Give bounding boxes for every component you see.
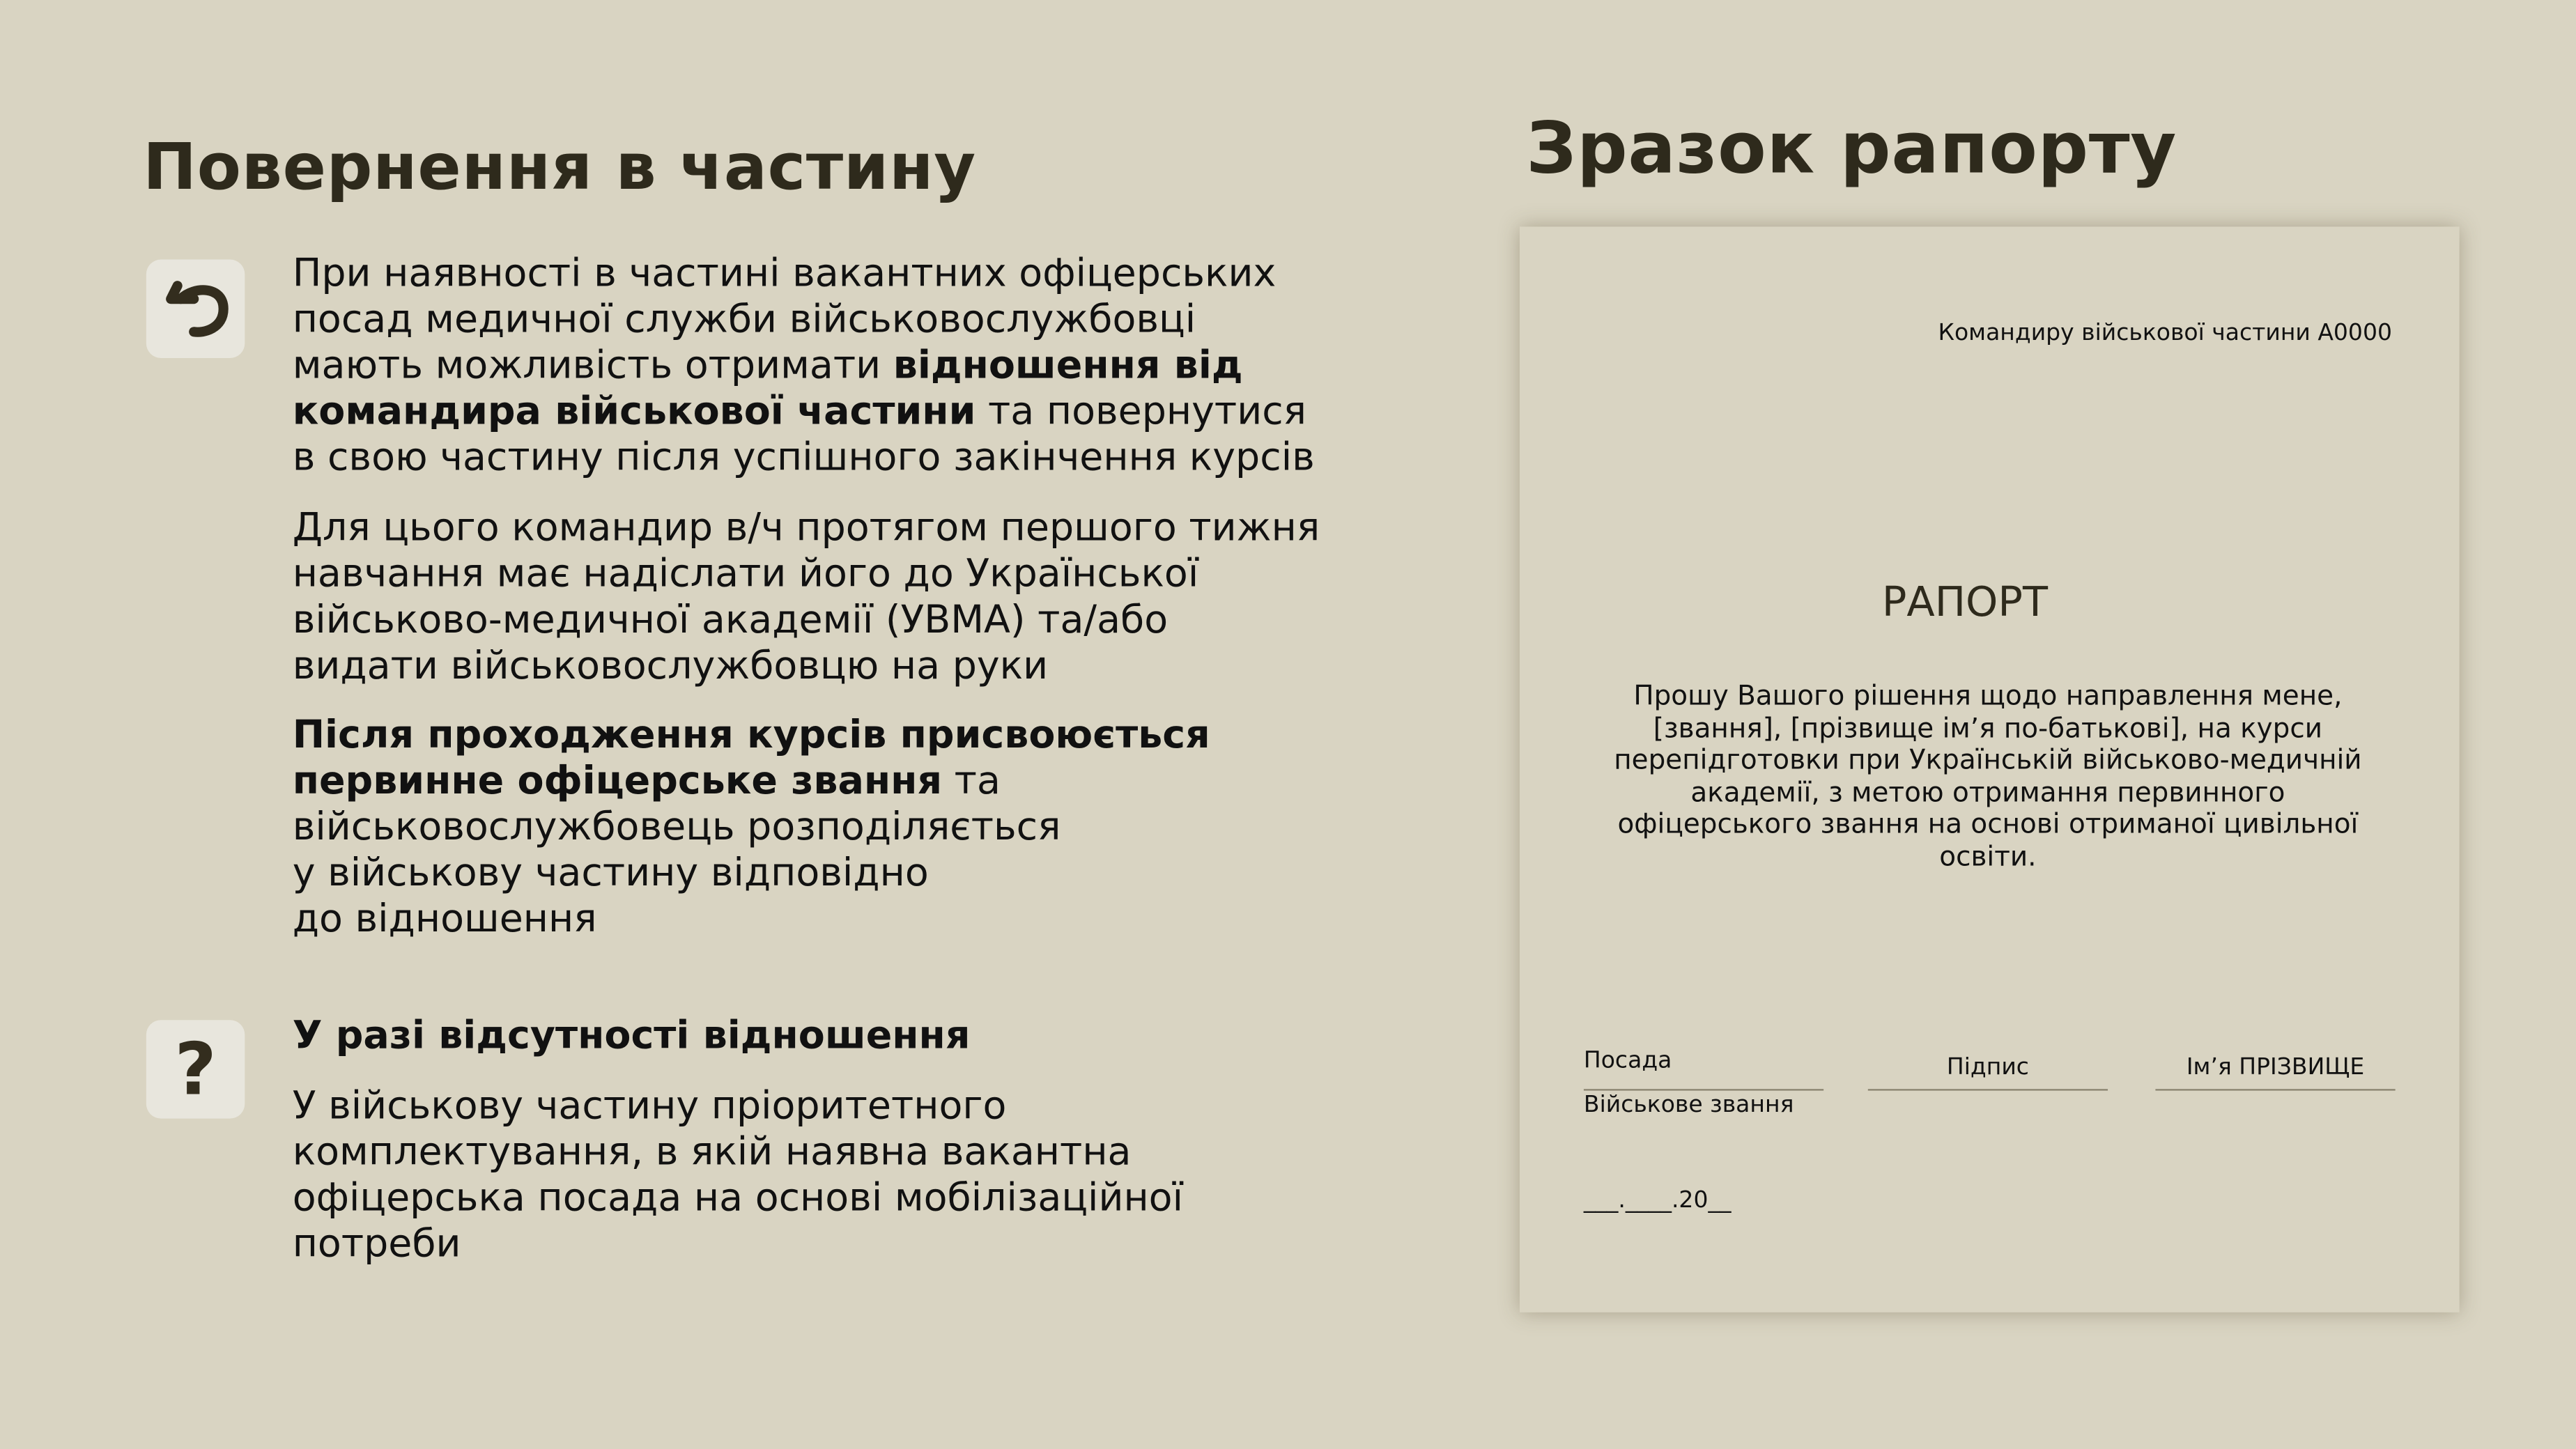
text-line: У військову частину пріоритетного (292, 1082, 1007, 1129)
paragraph-return (293, 249, 1315, 479)
body-line: академії, з метою отримання первинного (1690, 776, 2285, 807)
position-label: Посада (1583, 1048, 1672, 1075)
signature-label: Підпис (1946, 1054, 2029, 1081)
body-line: Прошу Вашого рішення щодо направлення мене, (1633, 680, 2343, 711)
bold-text: командира військової частини (292, 387, 976, 434)
text-line: до відношення (292, 895, 597, 942)
bold-text: Після проходження курсів присвоюється (292, 711, 1210, 757)
text-line: При наявності в частині вакантних офіцерських (292, 249, 1277, 296)
rank-label: Військове звання (1583, 1092, 1794, 1119)
undo-arrow-icon (146, 260, 245, 358)
text: мають можливість отримати (292, 341, 893, 388)
text-line: офіцерська посада на основі мобілізаційної (292, 1174, 1183, 1221)
body-line: [звання], [прізвище імʼя по-батькові], на курси (1653, 712, 2323, 743)
paragraph-procedure (293, 504, 1320, 688)
report-body (1569, 680, 2407, 872)
text-line (293, 387, 1315, 433)
question-mark-icon: ? (146, 1020, 245, 1118)
text-line: військово-медичної академії (УВМА) та/або (292, 596, 1169, 642)
text-line: потреби (292, 1220, 461, 1266)
body-line: офіцерського звання на основі отриманої цивільної (1617, 808, 2359, 839)
text: та (942, 757, 1001, 803)
text-line: в свою частину після успішного закінчення курсів (292, 433, 1315, 480)
text-line (293, 341, 1315, 387)
text-line: навчання має надіслати його до Української (292, 550, 1199, 596)
date-field: ___.____.20__ (1583, 1187, 1732, 1214)
text-line (293, 757, 1210, 803)
text: та повернутися (975, 387, 1307, 434)
name-label: Імʼя ПРІЗВИЩЕ (2186, 1054, 2365, 1081)
body-line: освіти. (1939, 840, 2037, 871)
bold-text: первинне офіцерське звання (292, 757, 943, 803)
body-line: перепідготовки при Українській військово-медичній (1614, 744, 2362, 775)
text-line: посад медичної служби військовослужбовці (292, 295, 1196, 342)
sample-title: Зразок рапорту (1526, 108, 2177, 191)
report-heading: РАПОРТ (1881, 578, 2048, 626)
text-line: Для цього командир в/ч протягом першого тижня (292, 504, 1320, 550)
report-document (1520, 226, 2460, 1312)
paragraph-absence (293, 1012, 1183, 1266)
text-line: у військову частину відповідно (292, 849, 929, 896)
text-line: військовослужбовець розподіляється (292, 803, 1061, 849)
addressee: Командиру військової частини А0000 (1938, 320, 2392, 347)
text-line (293, 711, 1210, 757)
signature-line (1868, 1089, 2108, 1090)
absence-heading: У разі відсутності відношення (292, 1012, 971, 1058)
text-line: комплектування, в якій наявна вакантна (292, 1128, 1132, 1175)
bold-text: відношення від (893, 341, 1243, 388)
position-line (1584, 1089, 1823, 1090)
section-title: Повернення в частину (143, 131, 976, 206)
name-line (2155, 1089, 2395, 1090)
paragraph-after-courses (293, 711, 1210, 941)
text-line: видати військовослужбовцю на руки (292, 642, 1049, 688)
